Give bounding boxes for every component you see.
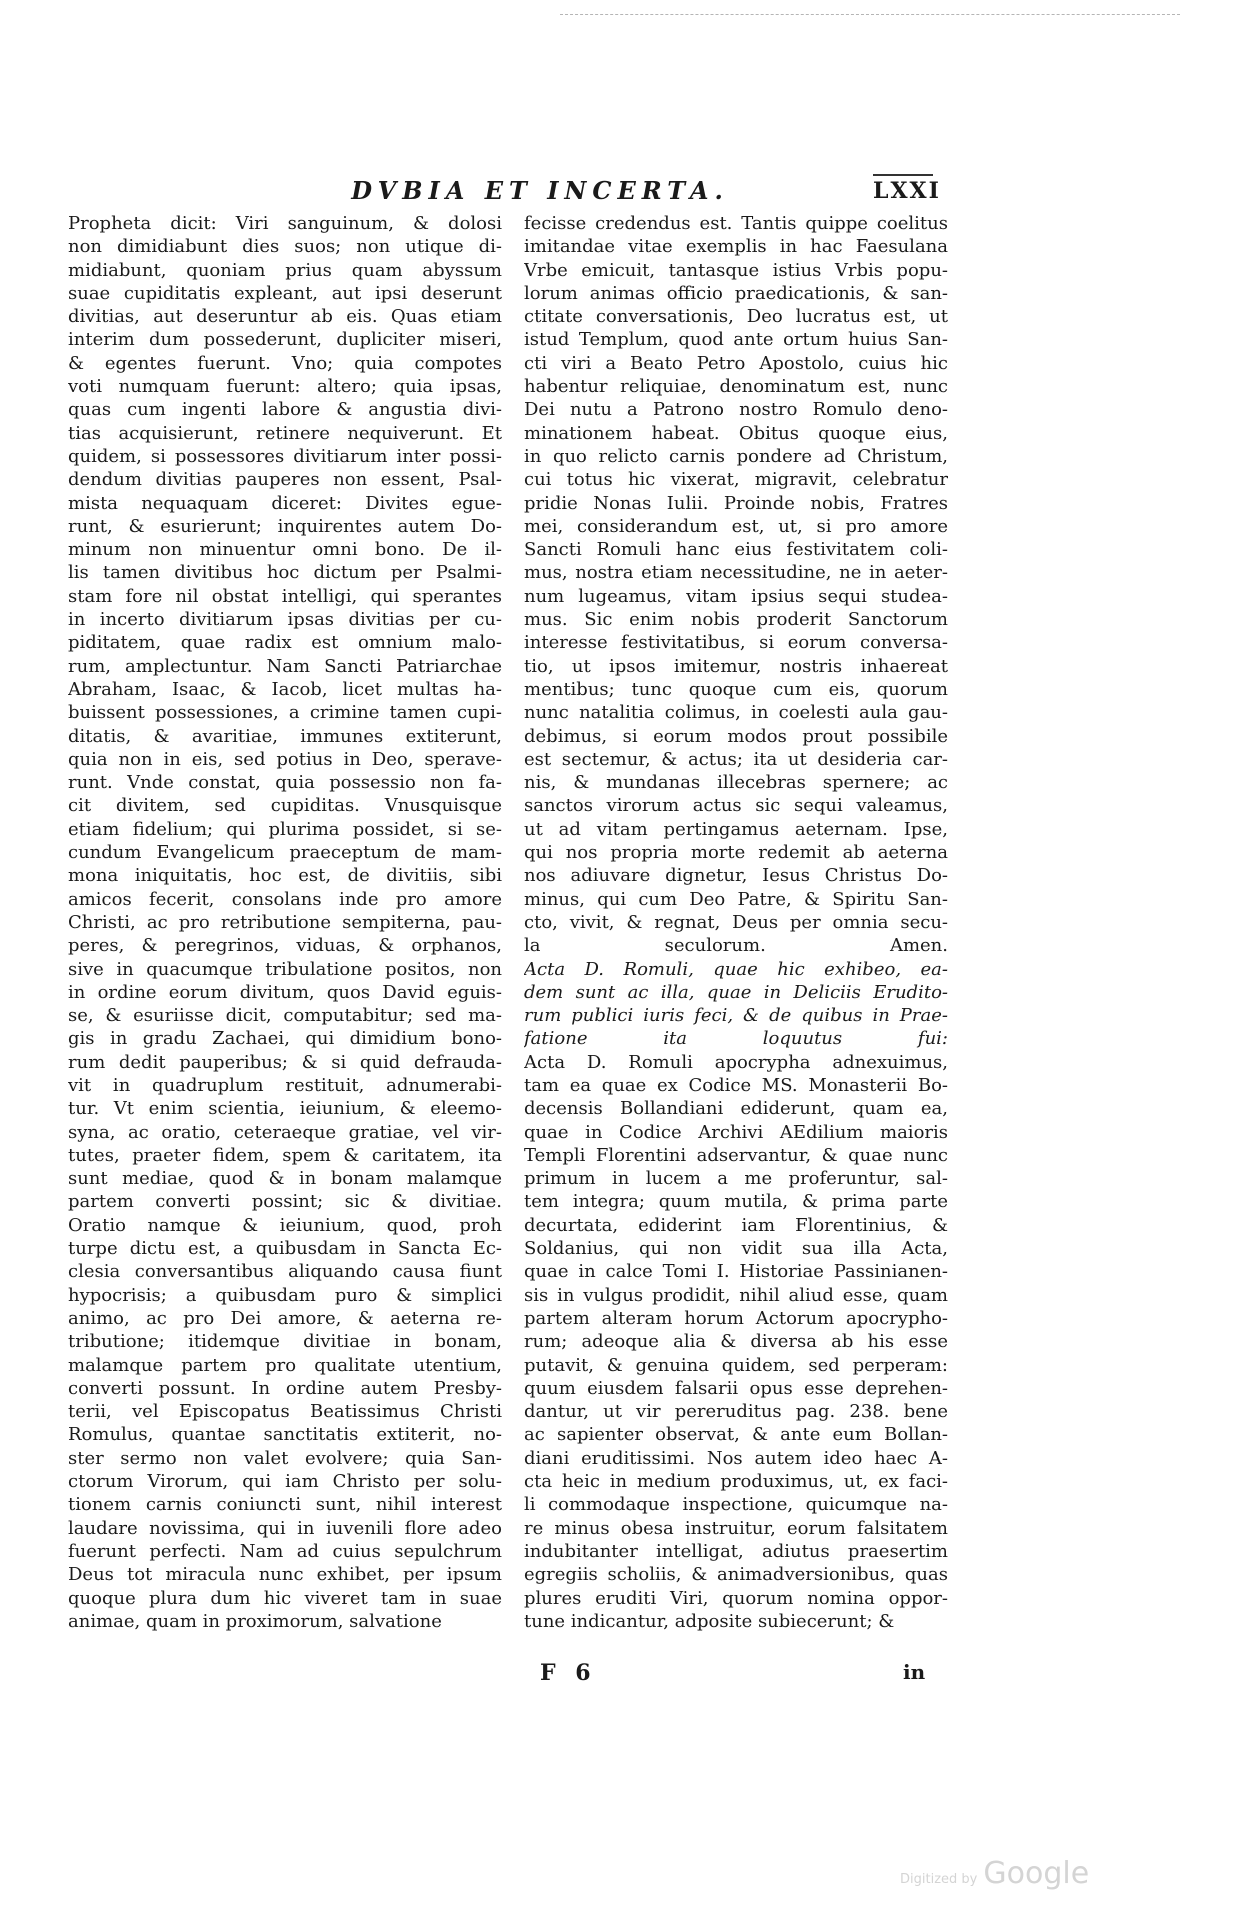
text-line: egregiis scholiis, & animadversionibus, quas (524, 1564, 948, 1586)
text-line: malamque partem pro qualitate utentium, (68, 1354, 502, 1376)
running-title: DVBIA ET INCERTA. (351, 176, 729, 205)
text-line: Dei nutu a Patrono nostro Romulo deno- (524, 399, 948, 421)
text-line: Acta D. Romuli apocrypha adnexuimus, (524, 1051, 948, 1073)
text-line: mei, considerandum est, ut, si pro amore (524, 515, 948, 537)
catchword: in (903, 1660, 926, 1684)
text-line: mona iniquitatis, hoc est, de divitiis, sibi (68, 865, 502, 887)
text-line: dantur, ut vir pereruditus pag. 238. bene (524, 1401, 948, 1423)
text-line: interesse festivitatibus, si eorum conversa- (524, 632, 948, 654)
text-line: non dimidiabunt dies suos; non utique di- (68, 236, 502, 258)
text-line: ut ad vitam pertingamus aeternam. Ipse, (524, 818, 948, 840)
text-line: mus. Sic enim nobis proderit Sanctorum (524, 609, 948, 631)
text-line: sunt mediae, quod & in bonam malamque (68, 1168, 502, 1190)
text-line: terii, vel Episcopatus Beatissimus Christi (68, 1401, 502, 1423)
text-line: rum dedit pauperibus; & si quid defrauda- (68, 1051, 502, 1073)
text-line: divitias, aut deseruntur ab eis. Quas etiam (68, 306, 502, 328)
text-line: qui nos propria morte redemit ab aeterna (524, 842, 948, 864)
text-line: minationem habeat. Obitus quoque eius, (524, 422, 948, 444)
text-line: ster sermo non valet evolvere; quia San- (68, 1447, 502, 1469)
text-line: quas cum ingenti labore & angustia divi- (68, 399, 502, 421)
text-line: Christi, ac pro retributione sempiterna, pau- (68, 911, 502, 933)
text-line: mentibus; tunc quoque cum eis, quorum (524, 678, 948, 700)
text-line: Templi Florentini adservantur, & quae nunc (524, 1144, 948, 1166)
text-line: piditatem, quae radix est omnium malo- (68, 632, 502, 654)
text-line: Propheta dicit: Viri sanguinum, & dolosi (68, 213, 502, 234)
text-line: indubitanter intelligat, adiutus praesertim (524, 1540, 948, 1562)
text-line: habentur reliquiae, denominatum est, nunc (524, 376, 948, 398)
text-line: ctitate conversationis, Deo lucratus est, ut (524, 306, 948, 328)
text-line: minum non minuentur omni bono. De il- (68, 539, 502, 561)
text-line: ctorum Virorum, qui iam Christo per solu- (68, 1471, 502, 1493)
text-line: num lugeamus, vitam ipsius sequi studea- (524, 585, 948, 607)
text-line: Abraham, Isaac, & Iacob, licet multas ha- (68, 678, 502, 700)
text-line: fecisse credendus est. Tantis quippe coelitus (524, 213, 948, 234)
text-line: & egentes fuerunt. Vno; quia compotes (68, 352, 502, 374)
text-line: lis tamen divitibus hoc dictum per Psalmi- (68, 562, 502, 584)
text-line: partem converti possint; sic & divitiae. (68, 1191, 502, 1213)
text-line: partem alteram horum Actorum apocrypho- (524, 1307, 948, 1329)
text-line: putavit, & genuina quidem, sed perperam: (524, 1354, 948, 1376)
text-line: primum in lucem a me proferuntur, sal- (524, 1168, 948, 1190)
text-line: tam ea quae ex Codice MS. Monasterii Bo- (524, 1074, 948, 1096)
text-line: tune indicantur, adposite subiecerunt; & (524, 1610, 895, 1632)
signature-mark: F 6 (540, 1660, 597, 1686)
text-line: ac sapienter observat, & ante eum Bollan- (524, 1424, 948, 1446)
text-line: imitandae vitae exemplis in hac Faesulana (524, 236, 948, 258)
text-line: clesia conversantibus aliquando causa fiunt (68, 1261, 502, 1283)
text-line: tio, ut ipsos imitemur, nostris inhaereat (524, 655, 948, 677)
top-rule (560, 14, 1180, 16)
text-line: runt, & esurierunt; inquirentes autem Do- (68, 515, 502, 537)
text-line: stam fore nil obstat intelligi, qui sperantes (68, 585, 502, 607)
page-number: LXXI (873, 174, 933, 204)
text-line: mista nequaquam diceret: Divites egue- (68, 492, 502, 514)
text-line: in ordine eorum divitum, quos David eguis- (68, 981, 502, 1003)
text-line: Romulus, quantae sanctitatis extiterit, no- (68, 1424, 502, 1446)
text-line: interim dum possederunt, dupliciter miseri, (68, 329, 502, 351)
text-line: pridie Nonas Iulii. Proinde nobis, Fratres (524, 492, 948, 514)
text-line: plures eruditi Viri, quorum nomina oppor- (524, 1587, 948, 1609)
text-line: in quo relicto carnis pondere ad Christum, (524, 445, 948, 467)
text-line: Soldanius, qui non vidit sua illa Acta, (524, 1238, 948, 1260)
text-line: buissent possessiones, a crimine tamen cupi- (68, 702, 502, 724)
text-line: cit divitem, sed cupiditas. Vnusquisque (68, 795, 502, 817)
text-line: runt. Vnde constat, quia possessio non fa- (68, 772, 502, 794)
text-line: diani eruditissimi. Nos autem ideo haec A- (524, 1447, 948, 1469)
text-line: sis in vulgus prodidit, nihil aliud esse, quam (524, 1284, 948, 1306)
text-line: tionem carnis coniuncti sunt, nihil interest (68, 1494, 502, 1516)
text-line: midiabunt, quoniam prius quam abyssum (68, 259, 502, 281)
text-line: se, & esuriisse dicit, computabitur; sed ma- (68, 1005, 502, 1027)
left-column (68, 212, 502, 1633)
google-watermark (900, 1856, 1089, 1891)
text-line: amicos fecerit, consolans inde pro amore (68, 888, 502, 910)
text-line: tias acquisierunt, retinere nequiverunt. Et (68, 422, 502, 444)
text-line: quae in Codice Archivi AEdilium maioris (524, 1121, 948, 1143)
text-line: mus, nostra etiam necessitudine, ne in aeter- (524, 562, 948, 584)
text-line: cui totus hic vixerat, migravit, celebratur (524, 469, 948, 491)
text-line: etiam fidelium; qui plurima possidet, si se- (68, 818, 502, 840)
text-line: quidem, si possessores divitiarum inter possi- (68, 445, 502, 467)
text-line: debimus, si eorum modos prout possibile (524, 725, 948, 747)
text-line: dem sunt ac illa, quae in Deliciis Erudito- (524, 981, 948, 1003)
text-line: syna, ac oratio, ceteraeque gratiae, vel vir- (68, 1121, 502, 1143)
text-line: tutes, praeter fidem, spem & caritatem, ita (68, 1144, 502, 1166)
text-line: vit in quadruplum restituit, adnumerabi- (68, 1074, 502, 1096)
text-line: istud Templum, quod ante ortum huius San- (524, 329, 948, 351)
text-line: cti viri a Beato Petro Apostolo, cuius hic (524, 352, 948, 374)
watermark-brand: Google (983, 1856, 1090, 1891)
text-line: converti possunt. In ordine autem Presby- (68, 1377, 502, 1399)
text-line: tem integra; quum mutila, & prima parte (524, 1191, 948, 1213)
text-line: hypocrisis; a quibusdam puro & simplici (68, 1284, 502, 1306)
text-line: minus, qui cum Deo Patre, & Spiritu San- (524, 888, 948, 910)
text-line: Oratio namque & ieiunium, quod, proh (68, 1214, 502, 1236)
text-line: quoque plura dum hic viveret tam in suae (68, 1587, 502, 1609)
text-line: sive in quacumque tribulatione positos, non (68, 958, 502, 980)
text-line: Acta D. Romuli, quae hic exhibeo, ea- (524, 958, 948, 980)
text-line: rum; adeoque alia & diversa ab his esse (524, 1331, 948, 1353)
text-line: Vrbe emicuit, tantasque istius Vrbis popu- (524, 259, 948, 281)
text-line: re minus obesa instruitur, eorum falsitatem (524, 1517, 948, 1539)
right-column (524, 212, 948, 1633)
text-line: animae, quam in proximorum, salvatione (68, 1610, 442, 1632)
text-line: rum, amplectuntur. Nam Sancti Patriarchae (68, 655, 502, 677)
text-line: lorum animas officio praedicationis, & san- (524, 282, 948, 304)
text-line: suae cupiditatis expleant, aut ipsi deserunt (68, 282, 502, 304)
text-line: cundum Evangelicum praeceptum de mam- (68, 842, 502, 864)
text-line: li commodaque inspectione, quicumque na- (524, 1494, 948, 1516)
text-line: dendum divitias pauperes non essent, Psal- (68, 469, 502, 491)
watermark-prefix: Digitized by (900, 1872, 978, 1887)
text-line: fuerunt perfecti. Nam ad cuius sepulchrum (68, 1540, 502, 1562)
text-line: decensis Bollandiani ediderunt, quam ea, (524, 1098, 948, 1120)
text-line: quae in calce Tomi I. Historiae Passinianen- (524, 1261, 948, 1283)
text-line: animo, ac pro Dei amore, & aeterna re- (68, 1307, 502, 1329)
text-line: in incerto divitiarum ipsas divitias per cu- (68, 609, 502, 631)
text-line: rum publici iuris feci, & de quibus in Prae- (524, 1005, 948, 1027)
text-line: cto, vivit, & regnat, Deus per omnia secu- (524, 911, 948, 933)
text-line: nis, & mundanas illecebras spernere; ac (524, 772, 948, 794)
text-line: nunc natalitia colimus, in coelesti aula gau- (524, 702, 948, 724)
text-line: quia non in eis, sed potius in Deo, sperave- (68, 748, 502, 770)
text-line: nos adiuvare dignetur, Iesus Christus Do- (524, 865, 948, 887)
text-line: gis in gradu Zachaei, qui dimidium bono- (68, 1028, 502, 1050)
text-line: Sancti Romuli hanc eius festivitatem coli- (524, 539, 948, 561)
text-line: peres, & peregrinos, viduas, & orphanos, (68, 935, 502, 957)
text-line: laudare novissima, qui in iuvenili flore adeo (68, 1517, 502, 1539)
text-line: cta heic in medium produximus, ut, ex faci- (524, 1471, 948, 1493)
text-line: ditatis, & avaritiae, immunes extiterunt, (68, 725, 502, 747)
text-line: fatione ita loquutus fui: (524, 1028, 948, 1050)
text-line: est sectemur, & actus; ita ut desideria car- (524, 748, 948, 770)
text-line: voti numquam fuerunt: altero; quia ipsas, (68, 376, 502, 398)
text-line: tributione; itidemque divitiae in bonam, (68, 1331, 502, 1353)
text-line: decurtata, ediderint iam Florentinius, & (524, 1214, 948, 1236)
text-line: sanctos virorum actus sic sequi valeamus, (524, 795, 948, 817)
text-line: quum eiusdem falsarii opus esse deprehen- (524, 1377, 948, 1399)
text-line: tur. Vt enim scientia, ieiunium, & eleemo- (68, 1098, 502, 1120)
text-line: la seculorum. Amen. (524, 935, 948, 957)
text-line: Deus tot miracula nunc exhibet, per ipsum (68, 1564, 502, 1586)
text-line: turpe dictu est, a quibusdam in Sancta Ec- (68, 1238, 502, 1260)
